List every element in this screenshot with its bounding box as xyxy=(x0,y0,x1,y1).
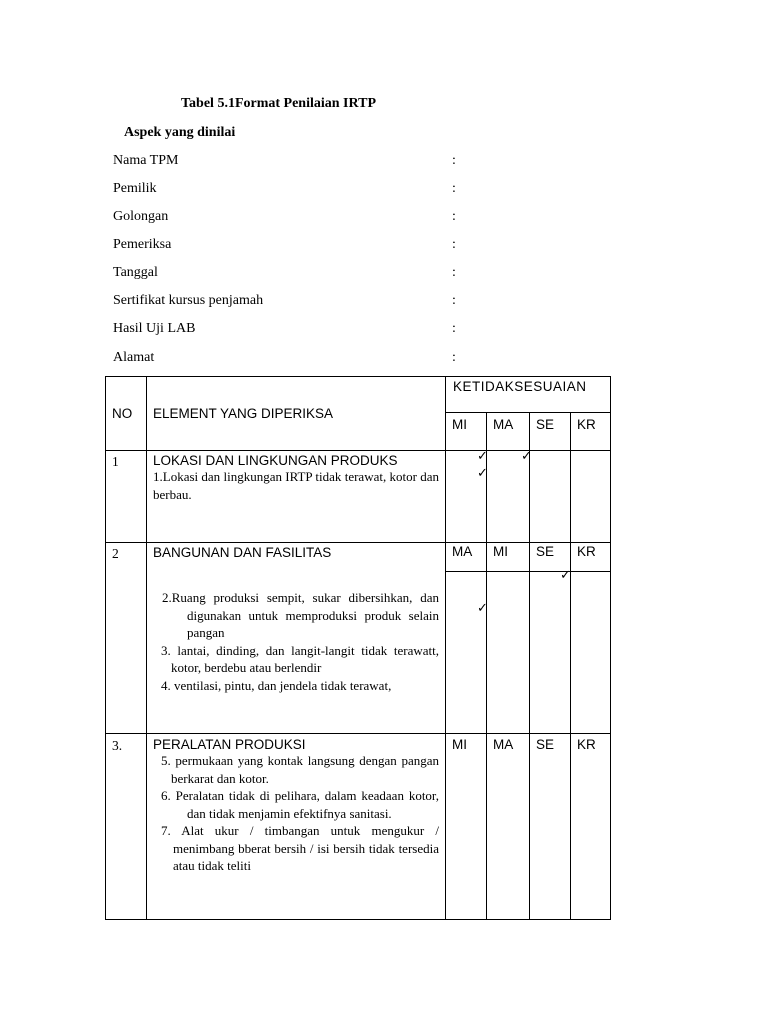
field-separator: : xyxy=(452,321,456,336)
row-title: LOKASI DAN LINGKUNGAN PRODUKS xyxy=(153,453,398,468)
check-icon: ✓ xyxy=(560,568,571,583)
field-alamat xyxy=(113,350,463,370)
field-tanggal xyxy=(113,265,463,285)
row-cell-mi xyxy=(446,734,487,920)
header-group-label: KETIDAKSESUAIAN xyxy=(453,379,587,394)
field-separator: : xyxy=(452,237,456,252)
row-element xyxy=(147,451,446,543)
row-cell-mi xyxy=(446,451,487,543)
row-cell-se xyxy=(530,568,571,734)
field-separator: : xyxy=(452,265,456,280)
field-label: Pemilik xyxy=(113,181,157,196)
field-golongan xyxy=(113,209,463,229)
check-icon: ✓ xyxy=(521,449,532,464)
field-separator: : xyxy=(452,293,456,308)
row-item: 4. ventilasi, pintu, dan jendela tidak terawat, xyxy=(161,677,392,693)
row-no xyxy=(106,734,147,920)
row-subheader-label: MI xyxy=(493,544,508,559)
row-item: 1.Lokasi dan lingkungan IRTP tidak terawat, kotor dan berbau. xyxy=(153,469,439,502)
header-col-label: MI xyxy=(452,417,467,432)
row-cell-ma xyxy=(487,451,530,543)
table-title: Tabel 5.1Format Penilaian IRTP xyxy=(181,96,376,111)
header-no-label: NO xyxy=(112,406,133,421)
row-cell-mi xyxy=(487,572,530,734)
table-row xyxy=(106,543,611,572)
field-label: Sertifikat kursus penjamah xyxy=(113,293,264,308)
row-cell-ma xyxy=(446,572,487,734)
row-subheader-col xyxy=(487,543,530,572)
field-separator: : xyxy=(452,153,456,168)
header-ketidaksesuaian xyxy=(446,377,611,413)
row-subheader-col xyxy=(446,543,487,572)
row-cell-se xyxy=(530,451,571,543)
row-item: 7. Alat ukur / timbangan untuk mengukur / menimbang bberat bersih / isi bersih tidak tersedia atau tidak teliti xyxy=(161,823,439,873)
row-subheader-label: MA xyxy=(493,737,514,752)
header-col-label: KR xyxy=(577,417,596,432)
row-no-value: 2 xyxy=(112,546,119,561)
row-cell-se xyxy=(530,734,571,920)
row-cell-ma xyxy=(487,734,530,920)
field-nama-tpm xyxy=(113,153,463,173)
field-hasil-uji-lab xyxy=(113,321,463,341)
check-icon: ✓ xyxy=(477,449,488,464)
field-separator: : xyxy=(452,209,456,224)
section-subtitle: Aspek yang dinilai xyxy=(124,125,236,140)
row-no-value: 3. xyxy=(112,738,123,753)
check-icon: ✓ xyxy=(477,601,488,616)
row-no xyxy=(106,543,147,734)
row-title: BANGUNAN DAN FASILITAS xyxy=(153,545,332,560)
field-label: Pemeriksa xyxy=(113,237,172,252)
row-cell-kr xyxy=(571,734,611,920)
field-separator: : xyxy=(452,350,456,365)
header-col-mi xyxy=(446,413,487,451)
assessment-table xyxy=(105,376,611,920)
header-col-kr xyxy=(571,413,611,451)
header-no xyxy=(106,377,147,451)
field-label: Nama TPM xyxy=(113,153,179,168)
row-subheader-col xyxy=(571,543,611,572)
header-element xyxy=(147,377,446,451)
row-subheader-label: SE xyxy=(536,544,555,559)
table-row xyxy=(106,451,611,543)
row-item: 5. permukaan yang kontak langsung dengan pangan berkarat dan kotor. xyxy=(161,753,439,786)
row-subheader-label: KR xyxy=(577,544,596,559)
field-sertifikat xyxy=(113,293,463,313)
row-subheader-label: KR xyxy=(577,737,596,752)
row-element xyxy=(147,543,446,734)
row-cell-kr xyxy=(571,572,611,734)
row-subheader-label: SE xyxy=(536,737,555,752)
header-col-se xyxy=(530,413,571,451)
row-title: PERALATAN PRODUKSI xyxy=(153,737,306,752)
field-pemeriksa xyxy=(113,237,463,257)
check-icon: ✓ xyxy=(477,466,488,481)
row-no xyxy=(106,451,147,543)
header-element-label: ELEMENT YANG DIPERIKSA xyxy=(153,406,334,421)
row-subheader-label: MA xyxy=(452,544,473,559)
row-item: 2.Ruang produksi sempit, sukar dibersihkan, dan digunakan untuk memproduksi produk selain pangan xyxy=(162,590,439,640)
row-item: 6. Peralatan tidak di pelihara, dalam keadaan kotor, dan tidak menjamin efektifnya sanitasi. xyxy=(161,788,439,821)
field-label: Golongan xyxy=(113,209,169,224)
row-element xyxy=(147,734,446,920)
field-label: Tanggal xyxy=(113,265,158,280)
table-row xyxy=(106,734,611,920)
field-pemilik xyxy=(113,181,463,201)
header-col-label: SE xyxy=(536,417,555,432)
header-col-label: MA xyxy=(493,417,514,432)
field-separator: : xyxy=(452,181,456,196)
row-no-value: 1 xyxy=(112,454,119,469)
row-item: 3. lantai, dinding, dan langit-langit tidak terawatt, kotor, berdebu atau berlendir xyxy=(161,642,439,675)
row-cell-kr xyxy=(571,451,611,543)
field-label: Hasil Uji LAB xyxy=(113,321,196,336)
header-col-ma xyxy=(487,413,530,451)
row-subheader-label: MI xyxy=(452,737,467,752)
field-label: Alamat xyxy=(113,350,155,365)
